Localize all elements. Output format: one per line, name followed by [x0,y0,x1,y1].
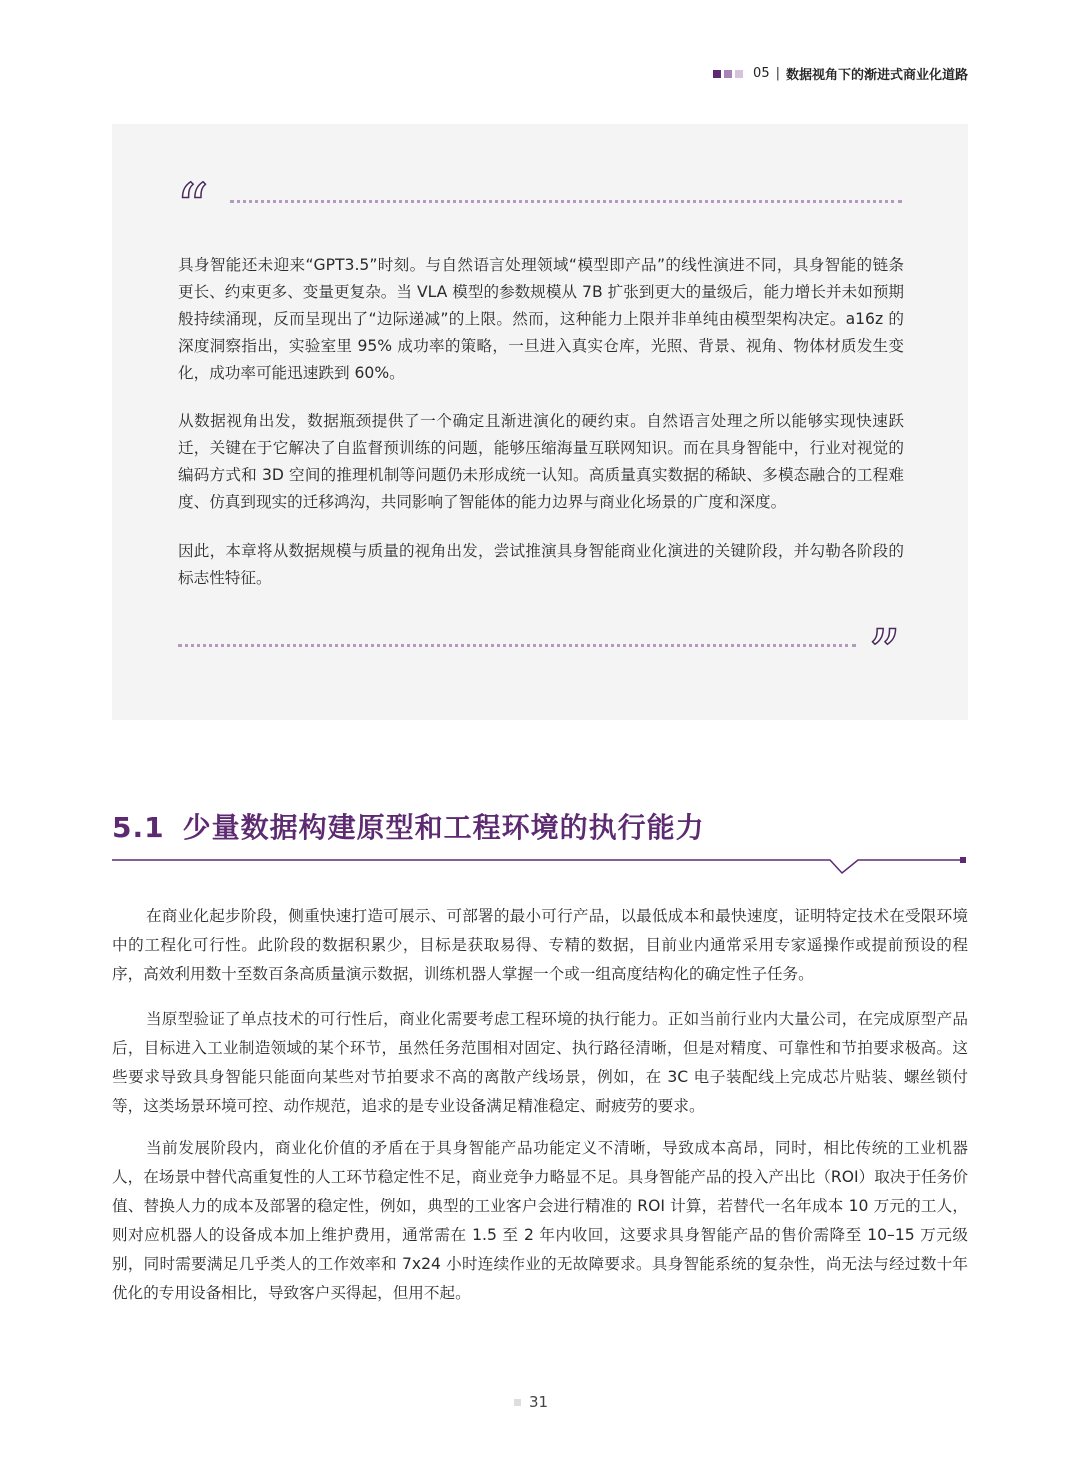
close-quote-icon: ” [868,622,901,672]
section-title: 少量数据构建原型和工程环境的执行能力 [182,811,705,844]
header-squares-icon [713,70,743,78]
header-square-1 [713,70,721,78]
body-paragraph-2: 当原型验证了单点技术的可行性后，商业化需要考虑工程环境的执行能力。正如当前行业内大量公司，在完成原型产品后，目标进入工业制造领域的某个环节，虽然任务范围相对固定、执行路径清晰，但是对精度、可靠性和节拍要求极高。这些要求导致具身智能只能面向某些对节拍要求不高的离散产线场景，例如，在 3C 电子装配线上完成芯片贴装、螺丝锁付等，这类场景环境可控、动作规范，追求的是专业设备满足精准稳定、耐疲劳的要求。 [112,1010,968,1115]
section-number: 5.1 [112,811,165,844]
header-separator: | [775,66,780,81]
quote-paragraph-3: 因此，本章将从数据规模与质量的视角出发，尝试推演具身智能商业化演进的关键阶段，并勾勒各阶段的标志性特征。 [178,542,904,587]
section-heading [112,806,705,846]
body-paragraph-3: 当前发展阶段内，商业化价值的矛盾在于具身智能产品功能定义不清晰，导致成本高昂，同时，相比传统的工业机器人，在场景中替代高重复性的人工环节稳定性不足，商业竞争力略显不足。具身智能产品的投入产出比（ROI）取决于任务价值、替换人力的成本及部署的稳定性，例如，典型的工业客户会进行精准的 ROI 计算，若替代一名年成本 10 万元的工人，则对应机器人的设备成本加上维护费用，通常需在 1.5 至 2 年内收回，这要求具身智能产品的售价需降至 10–15 万元级别，同时需要满足几乎类人的工作效率和 7x24 小时连续作业的无故障要求。具身智能系统的复杂性，尚无法与经过数十年优化的专用设备相比，导致客户买得起，但用不起。 [112,1139,968,1302]
header-square-3 [735,70,743,78]
chapter-title: 数据视角下的渐进式商业化道路 [785,68,968,83]
page-footer [514,1393,548,1411]
page-square-icon [514,1399,521,1406]
open-quote-icon: “ [176,176,209,226]
quote-divider-bottom [178,644,856,647]
page-number: 31 [529,1393,549,1411]
quote-paragraph-2: 从数据视角出发，数据瓶颈提供了一个确定且渐进演化的硬约束。自然语言处理之所以能够实现快速跃迁，关键在于它解决了自监督预训练的问题，能够压缩海量互联网知识。而在具身智能中，行业对视觉的编码方式和 3D 空间的推理机制等问题仍未形成统一认知。高质量真实数据的稀缺、多模态融合的工程难度、仿真到现实的迁移鸿沟，共同影响了智能体的能力边界与商业化场景的广度和深度。 [178,412,904,511]
page-header [713,64,968,83]
body-paragraph-1: 在商业化起步阶段，侧重快速打造可展示、可部署的最小可行产品，以最低成本和最快速度，证明特定技术在受限环境中的工程化可行性。此阶段的数据积累少，目标是获取易得、专精的数据，目前业内通常采用专家遥操作或提前预设的程序，高效利用数十至数百条高质量演示数据，训练机器人掌握一个或一组高度结构化的确定性子任务。 [112,907,968,983]
quote-divider-top [230,200,902,203]
header-square-2 [724,70,732,78]
quote-paragraph-1: 具身智能还未迎来“GPT3.5”时刻。与自然语言处理领域“模型即产品”的线性演进不同，具身智能的链条更长、约束更多、变量更复杂。当 VLA 模型的参数规模从 7B 扩张到更大的量级后，能力增长并未如预期般持续涌现，反而呈现出了“边际递减”的上限。然而，这种能力上限并非单纯由模型架构决定。a16z 的深度洞察指出，实验室里 95% 成功率的策略，一旦进入真实仓库，光照、背景、视角、物体材质发生变化，成功率可能迅速跌到 60%。 [178,256,904,382]
chapter-number: 05 [753,66,770,81]
